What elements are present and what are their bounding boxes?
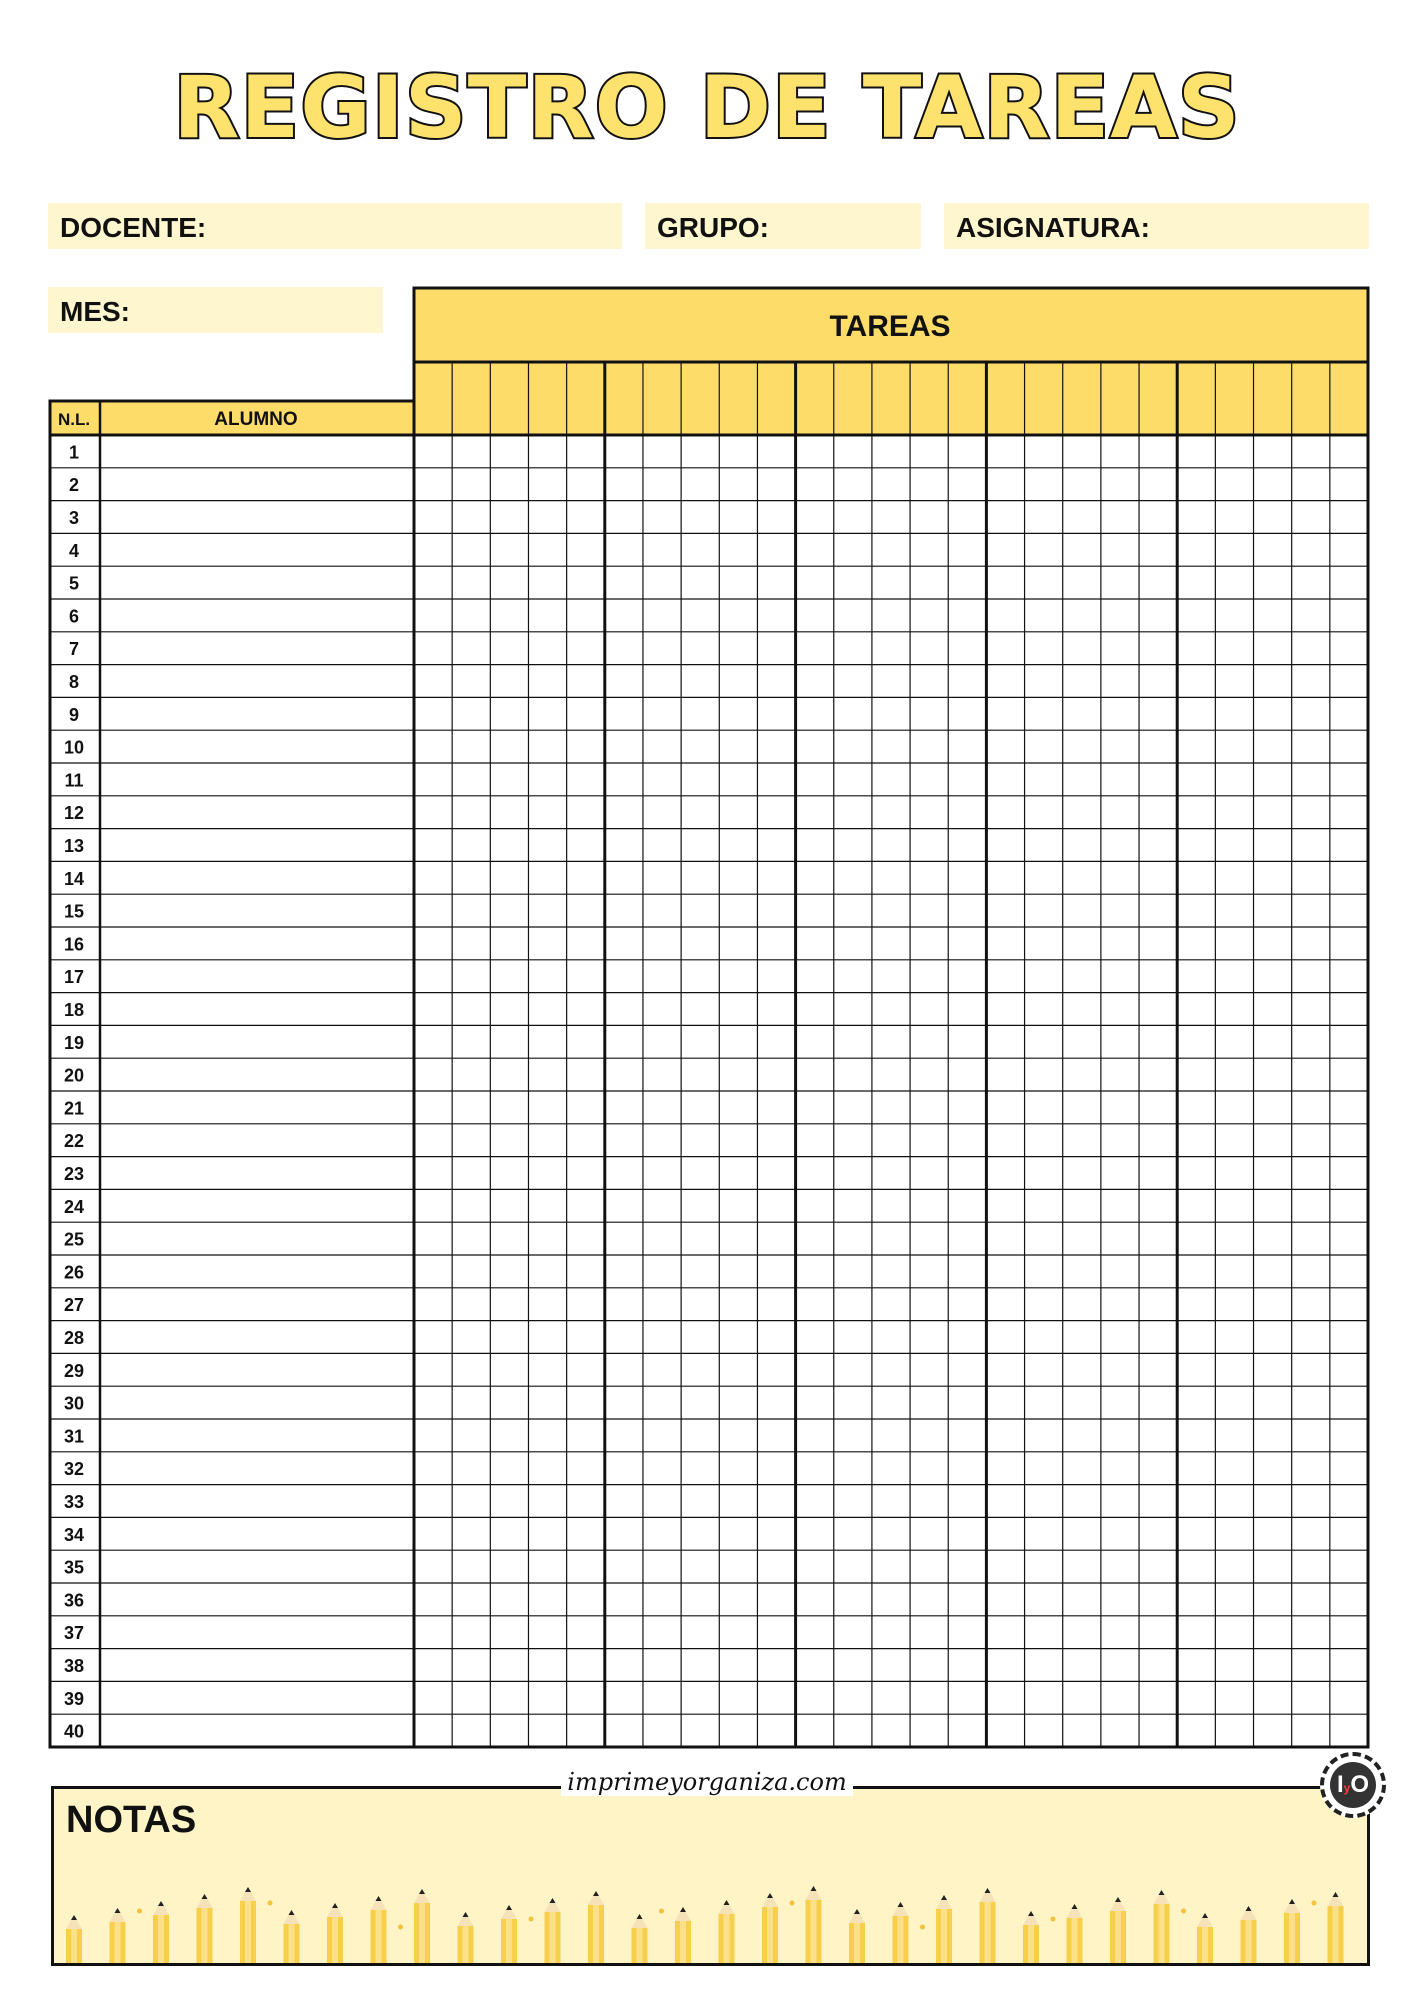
row-number: 22 — [63, 1131, 85, 1152]
row-number: 35 — [63, 1557, 85, 1578]
logo-letter-right: O — [1350, 1771, 1370, 1798]
row-number: 5 — [68, 573, 80, 594]
student-border — [50, 401, 414, 1747]
pencil-icon — [66, 1915, 82, 1963]
grupo-label: GRUPO: — [657, 212, 769, 243]
pencil-icon — [545, 1898, 561, 1963]
row-number: 6 — [68, 606, 80, 627]
pencil-icon — [1241, 1906, 1257, 1963]
row-number: 16 — [63, 934, 85, 955]
row-number: 37 — [63, 1623, 85, 1644]
row-number: 27 — [63, 1295, 85, 1316]
pencil-icon — [849, 1909, 865, 1963]
pencil-icon — [284, 1910, 300, 1963]
pencil-icon — [1023, 1911, 1056, 1963]
row-number: 39 — [63, 1688, 85, 1709]
notas-title: NOTAS — [66, 1799, 197, 1841]
row-number: 21 — [63, 1098, 85, 1119]
pencil-icon — [414, 1889, 430, 1963]
row-number: 11 — [64, 770, 84, 791]
pencil-icon — [240, 1887, 273, 1963]
row-number: 15 — [63, 901, 85, 922]
pencil-icon — [1197, 1913, 1213, 1963]
website-credit: imprimeyorganiza.com — [561, 1768, 852, 1796]
row-number: 28 — [63, 1328, 85, 1348]
pencil-icon — [936, 1895, 952, 1963]
pencil-icon — [1328, 1892, 1344, 1963]
pencil-icon — [327, 1903, 343, 1963]
pencil-icon — [719, 1900, 735, 1963]
asignatura-label: ASIGNATURA: — [956, 212, 1150, 243]
docente-label: DOCENTE: — [60, 212, 207, 243]
row-number: 40 — [63, 1721, 85, 1742]
row-number: 25 — [63, 1229, 85, 1250]
row-number: 19 — [63, 1032, 85, 1053]
row-number: 36 — [63, 1590, 85, 1611]
nl-header: N.L. — [57, 410, 91, 429]
row-number: 34 — [63, 1524, 85, 1545]
pencil-icon — [893, 1902, 926, 1963]
row-number: 10 — [63, 737, 85, 758]
logo-icon — [1320, 1752, 1386, 1818]
pencil-icon — [762, 1893, 795, 1963]
row-number: 29 — [63, 1360, 85, 1381]
row-number: 23 — [63, 1164, 85, 1184]
pencil-icon — [1067, 1904, 1083, 1963]
row-number: 2 — [68, 475, 80, 496]
pencil-icon — [806, 1886, 822, 1963]
row-number: 24 — [63, 1196, 85, 1217]
pencil-icon — [458, 1912, 474, 1963]
logo-letter-mid: y — [1343, 1781, 1351, 1795]
pencil-icon — [675, 1907, 691, 1963]
pencil-icon — [1284, 1899, 1317, 1963]
pencil-icon — [632, 1909, 665, 1964]
row-number: 13 — [63, 836, 85, 856]
pencil-icon — [371, 1896, 404, 1963]
row-number: 14 — [63, 868, 85, 889]
tareas-header: TAREAS — [829, 310, 951, 343]
row-number: 32 — [63, 1459, 85, 1480]
row-number: 17 — [63, 967, 85, 988]
pencil-icon — [197, 1894, 213, 1963]
row-number: 33 — [63, 1492, 85, 1512]
row-number: 7 — [68, 639, 80, 660]
row-number: 4 — [68, 540, 80, 561]
pencil-icon — [501, 1905, 534, 1963]
logo-letter-left: I — [1336, 1771, 1344, 1798]
row-number: 18 — [63, 1000, 85, 1020]
row-number: 8 — [68, 672, 80, 692]
row-number: 31 — [63, 1426, 85, 1447]
tareas-border — [414, 288, 1368, 1747]
row-number: 30 — [63, 1393, 85, 1414]
pencil-border-decoration — [54, 1873, 1367, 1963]
row-number: 26 — [63, 1262, 85, 1283]
alumno-header: ALUMNO — [214, 409, 298, 430]
row-number: 9 — [68, 704, 80, 725]
mes-label: MES: — [60, 296, 130, 327]
row-number: 3 — [68, 508, 80, 528]
page-title: REGISTRO DE TAREAS — [173, 58, 1241, 158]
row-number: 1 — [68, 442, 80, 463]
pencil-icon — [980, 1888, 996, 1963]
row-number: 38 — [63, 1656, 85, 1676]
row-number: 20 — [63, 1065, 85, 1086]
pencil-icon — [1110, 1897, 1126, 1963]
pencil-icon — [588, 1891, 604, 1963]
pencil-icon — [110, 1908, 143, 1963]
pencil-icon — [153, 1901, 169, 1963]
notas-box[interactable] — [51, 1786, 1370, 1966]
pencil-icon — [1154, 1890, 1187, 1963]
row-number: 12 — [63, 803, 85, 824]
